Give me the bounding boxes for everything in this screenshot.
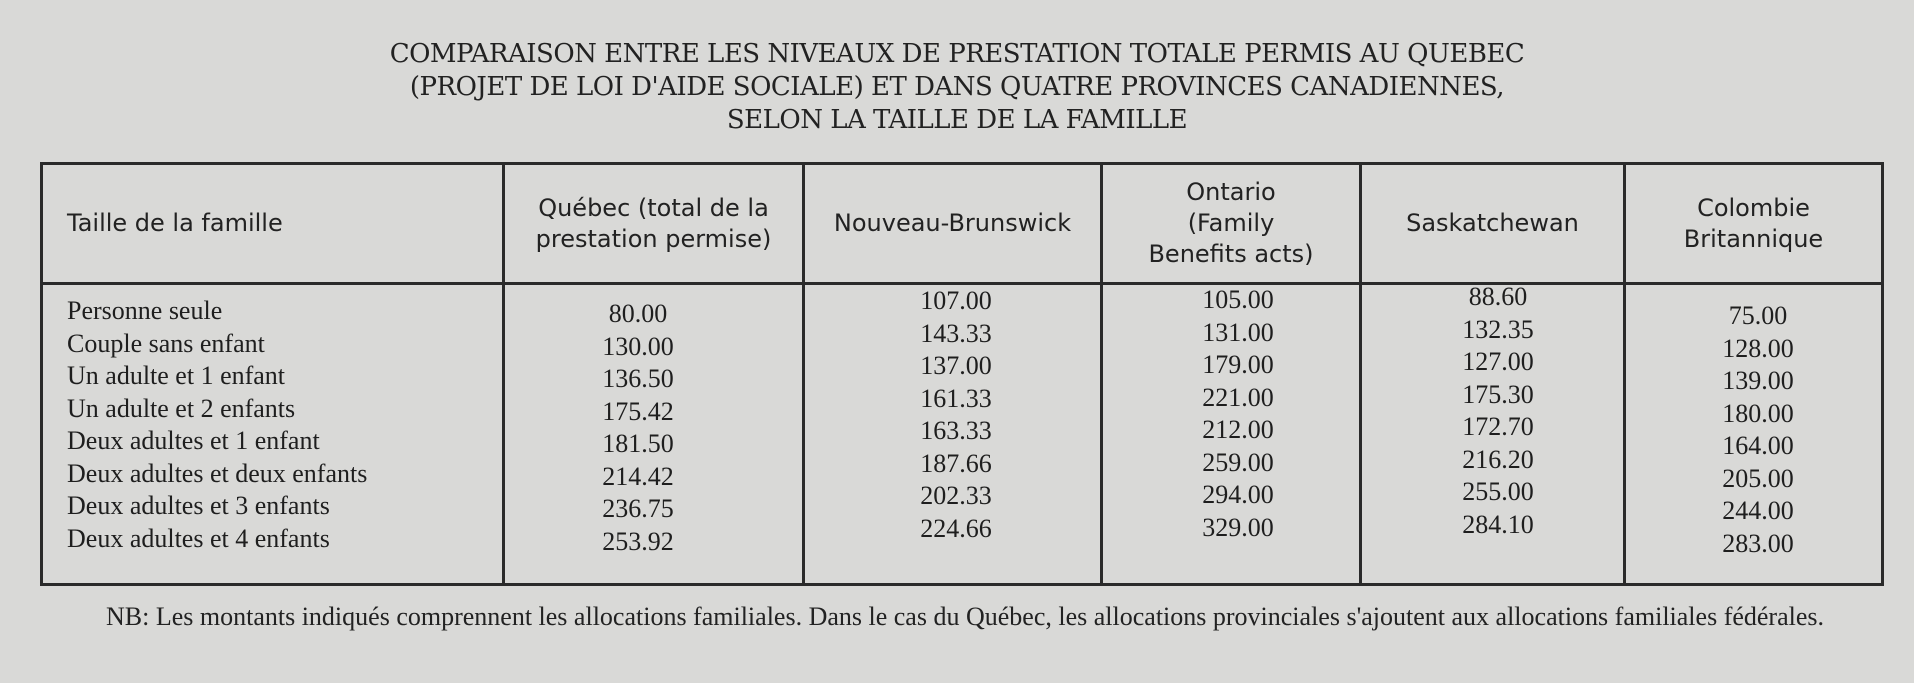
column-nouveau-brunswick [881,285,1031,545]
footnote: NB: Les montants indiqués comprennent les allocations familiales. Dans le cas du Québec, les allocations provinciales s'ajoutent aux allocations familiales fédérales. [106,602,1825,631]
table-cell: 127.00 [1462,347,1534,376]
row-label: Deux adultes et 1 enfant [67,426,320,455]
column-colombie-britannique [1683,300,1833,560]
table-cell: 253.92 [602,526,674,556]
table-cell: 244.00 [1722,496,1794,525]
table-cell: 175.30 [1462,379,1534,409]
table-cell: 294.00 [1202,480,1274,509]
table-cell: 187.66 [920,448,992,478]
column-divider [1359,165,1362,583]
table-cell: 143.33 [920,318,992,348]
table-cell: 139.00 [1722,366,1794,395]
table-cell: 75.00 [1728,301,1788,330]
column-divider [1100,165,1103,583]
table-cell: 163.33 [920,416,992,445]
table-cell: 181.50 [602,429,674,458]
column-saskatchewan [1423,281,1573,541]
table-cell: 212.00 [1202,415,1274,444]
table-cell: 202.33 [920,481,992,510]
row-label: Un adulte et 1 enfant [67,361,286,390]
column-divider [502,165,505,583]
table-cell: 137.00 [920,351,992,380]
table-cell: 130.00 [602,331,674,361]
row-label: Deux adultes et 3 enfants [67,491,330,520]
table-cell: 329.00 [1202,512,1274,542]
benefits-table [40,162,1884,586]
row-label: Deux adultes et 4 enfants [67,523,330,553]
table-cell: 172.70 [1462,412,1534,441]
table-cell: 105.00 [1202,285,1274,314]
column-quebec [563,298,713,558]
header-colombie-britannique: Colombie Britannique [1683,193,1824,253]
table-cell: 80.00 [608,299,668,328]
row-label: Un adulte et 2 enfants [67,393,296,423]
table-cell: 216.20 [1462,444,1534,474]
table-cell: 180.00 [1722,398,1794,428]
table-cell: 131.00 [1202,317,1274,347]
table-cell: 221.00 [1202,382,1274,412]
row-label: Personne seule [67,296,223,325]
column-divider [802,165,805,583]
header-quebec: Québec (total de la prestation permise) [535,193,772,253]
table-cell: 255.00 [1462,477,1534,506]
table-cell: 88.60 [1468,282,1528,311]
row-label: Couple sans enfant [67,328,265,358]
table-header-row [43,165,1881,285]
header-ontario: Ontario (Family Benefits acts) [1148,178,1314,268]
table-cell: 175.42 [602,396,674,426]
column-family-size [67,295,367,555]
title-line-1: COMPARAISON ENTRE LES NIVEAUX DE PRESTATION TOTALE PERMIS AU QUEBEC [389,39,1525,69]
column-divider [1623,165,1626,583]
table-cell: 236.75 [602,494,674,523]
document-title [0,38,1914,137]
column-ontario [1163,284,1313,544]
table-cell: 107.00 [920,286,992,315]
header-saskatchewan: Saskatchewan [1406,209,1579,237]
table-cell: 205.00 [1722,463,1794,493]
table-cell: 132.35 [1462,314,1534,344]
table-cell: 164.00 [1722,431,1794,460]
row-label: Deux adultes et deux enfants [67,458,368,488]
table-cell: 179.00 [1202,350,1274,379]
table-cell: 161.33 [920,383,992,413]
table-cell: 128.00 [1722,333,1794,363]
table-cell: 224.66 [920,513,992,543]
table-cell: 284.10 [1462,509,1534,539]
table-cell: 283.00 [1722,528,1794,558]
title-line-3: SELON LA TAILLE DE LA FAMILLE [726,105,1188,135]
header-nouveau-brunswick: Nouveau-Brunswick [833,209,1072,237]
table-cell: 259.00 [1202,447,1274,477]
table-cell: 214.42 [602,461,674,491]
header-family-size: Taille de la famille [67,209,283,237]
title-line-2: (PROJET DE LOI D'AIDE SOCIALE) ET DANS QUATRE PROVINCES CANADIENNES, [409,72,1505,102]
table-cell: 136.50 [602,364,674,393]
